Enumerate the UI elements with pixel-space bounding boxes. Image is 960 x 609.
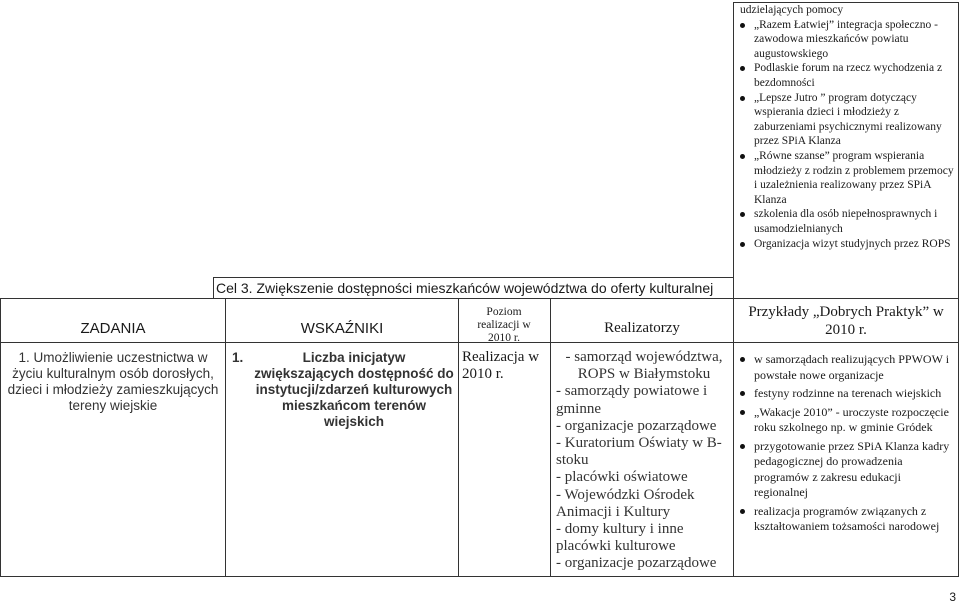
implementer-item: - domy kultury i inne placówki kulturowe — [556, 521, 684, 555]
table-border — [550, 298, 551, 576]
table-border — [225, 298, 226, 576]
list-item: Podlaskie forum na rzecz wychodzenia z bezdomności — [740, 61, 954, 90]
header-zadania: ZADANIA — [80, 320, 146, 337]
implementer-item: - Wojewódzki Ośrodek Animacji i Kultury — [556, 486, 695, 520]
header-realizatorzy: Realizatorzy — [604, 320, 680, 336]
implementer-item: - samorząd województwa, ROPS w Białymstoku — [565, 349, 723, 383]
table-border — [458, 298, 459, 576]
list-item: szkolenia dla osób niepełnosprawnych i usamodzielnianych — [740, 207, 954, 236]
header-przyklady: Przykłady „Dobrych Praktyk” w 2010 r. — [748, 304, 944, 338]
practice-item: „Wakacje 2010” - uroczyste rozpoczęcie roku szkolnego np. w gminie Gródek — [740, 405, 954, 436]
table-border — [0, 298, 959, 299]
implementers-cell — [556, 349, 732, 573]
list-item: „Równe szanse” program wspierania młodzieży z rodzin z problemem przemocy i uzależnienia realizowany przez SPiA Klanza — [740, 149, 954, 207]
table-border — [733, 298, 734, 576]
top-right-cell — [740, 3, 954, 251]
table-border — [213, 277, 734, 278]
practice-item: przygotowanie przez SPiA Klanza kadry pedagogicznej do prowadzenia programów z zakresu edukacji regionalnej — [740, 439, 954, 501]
indicator-number: 1. — [232, 350, 244, 365]
task-cell: 1. Umożliwienie uczestnictwa w życiu kulturalnym osób dorosłych, dzieci i młodzieży zamieszkujących tereny wiejskie — [7, 350, 219, 413]
list-item: „Razem Łatwiej” integracja społeczno - zawodowa mieszkańców powiatu augustowskiego — [740, 18, 954, 62]
list-item: Organizacja wizyt studyjnych przez ROPS — [740, 237, 954, 252]
section-title: Cel 3. Zwiększenie dostępności mieszkańców województwa do oferty kulturalnej — [216, 280, 714, 296]
implementer-item: - organizacje pozarządowe — [556, 417, 717, 434]
table-border — [733, 2, 734, 298]
implementer-item: - samorządy powiatowe i gminne — [556, 383, 708, 417]
header-wskazniki: WSKAŹNIKI — [300, 320, 384, 337]
practice-item: w samorządach realizujących PPWOW i powstałe nowe organizacje — [740, 352, 954, 383]
list-item: „Lepsze Jutro ” program dotyczący wspierania dzieci i młodzieży z zaburzeniami psychicznymi realizowany przez SPiA Klanza — [740, 91, 954, 149]
practice-item: realizacja programów związanych z kształtowaniem tożsamości narodowej — [740, 504, 954, 535]
implementer-item: - placówki oświatowe — [556, 469, 688, 486]
indicator-text: Liczba inicjatyw zwiększających dostępność do instytucji/zdarzeń kulturowych mieszkańcom terenów wiejskich — [254, 350, 454, 429]
top-right-continuation: udzielających pomocy — [740, 4, 844, 16]
implementer-item: - organizacje pozarządowe — [556, 555, 717, 572]
implementer-item: - Kuratorium Oświaty w B-stoku — [556, 435, 722, 469]
practice-item: festyny rodzinne na terenach wiejskich — [740, 386, 954, 402]
page-number: 3 — [949, 590, 956, 604]
table-border — [0, 576, 959, 577]
level-cell: Realizacja w 2010 r. — [462, 349, 540, 382]
header-poziom: Poziom realizacji w 2010 r. — [477, 306, 531, 344]
indicator-cell — [228, 350, 456, 430]
table-border — [958, 2, 959, 576]
practices-cell — [740, 352, 954, 535]
table-border — [0, 298, 1, 576]
